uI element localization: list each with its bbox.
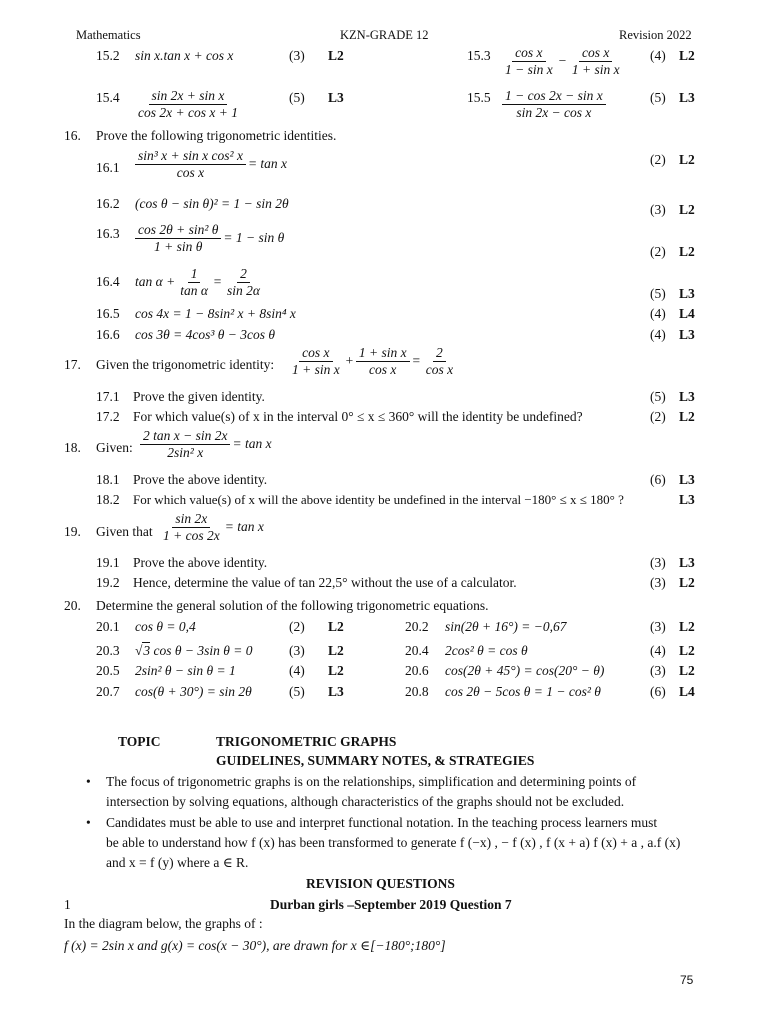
denominator: 1 − sin x (505, 61, 553, 77)
q20-4-marks: (4) (650, 643, 666, 658)
q20-1-level: L2 (328, 619, 344, 634)
q19-2-number: 19.2 (96, 575, 120, 590)
rhs: = tan x (247, 156, 288, 172)
denominator: 1 + sin x (571, 61, 620, 77)
q20-7-number: 20.7 (96, 684, 120, 699)
q20-6-level: L2 (679, 663, 695, 678)
sqrt-radicand: 3 (143, 643, 151, 658)
topic-label: TOPIC (118, 734, 161, 749)
q17-number: 17. (64, 357, 81, 372)
q17-2-marks: (2) (650, 409, 666, 424)
q18-label: Given: (96, 440, 133, 455)
q20-3-expression (135, 643, 253, 659)
q15-4-number: 15.4 (96, 90, 120, 105)
q16-6-level: L3 (679, 327, 695, 342)
numerator: sin 2x + sin x (149, 88, 228, 105)
operator: − (557, 53, 567, 69)
q16-5-level: L4 (679, 306, 695, 321)
q17-intro: Given the trigonometric identity: (96, 357, 275, 372)
q15-3-level: L2 (679, 48, 695, 63)
q15-4-fraction (135, 88, 241, 120)
lhs: tan α + (135, 274, 176, 290)
header-grade: KZN-GRADE 12 (340, 28, 429, 42)
sqrt-sign: √ (135, 643, 143, 658)
q16-4-fraction-1 (177, 266, 211, 298)
q15-3-marks: (4) (650, 48, 666, 63)
q17-fraction-2 (356, 345, 410, 377)
q18-expression (138, 428, 272, 460)
q15-4-expression (133, 88, 243, 120)
q16-4-number: 16.4 (96, 274, 120, 289)
q17-1-number: 17.1 (96, 389, 120, 404)
q17-2-number: 17.2 (96, 409, 120, 424)
q15-4-level: L3 (328, 90, 344, 105)
q18-number: 18. (64, 440, 81, 455)
revision-source: Durban girls –September 2019 Question 7 (270, 897, 512, 912)
numerator: 2 tan x − sin 2x (140, 428, 230, 445)
numerator: 1 + sin x (356, 345, 410, 362)
q20-5-marks: (4) (289, 663, 305, 678)
numerator: cos x (579, 45, 612, 62)
q20-7-expression: cos(θ + 30°) = sin 2θ (135, 684, 252, 699)
numerator: sin³ x + sin x cos² x (135, 148, 246, 165)
q16-1-expression (133, 148, 287, 180)
q16-4-marks: (5) (650, 286, 666, 301)
q15-2-level: L2 (328, 48, 344, 63)
page-number: 75 (680, 973, 694, 987)
header-subject: Mathematics (76, 28, 141, 42)
q16-4-level: L3 (679, 286, 695, 301)
q20-8-level: L4 (679, 684, 695, 699)
q16-3-level: L2 (679, 244, 695, 259)
q18-1-number: 18.1 (96, 472, 120, 487)
denominator: cos x (176, 164, 205, 180)
rhs: = tan x (232, 436, 272, 452)
denominator: 1 + cos 2x (163, 527, 220, 543)
q20-6-number: 20.6 (405, 663, 429, 678)
q20-7-level: L3 (328, 684, 344, 699)
q20-1-marks: (2) (289, 619, 305, 634)
bullet-1-line-1: The focus of trigonometric graphs is on the relationships, simplification and determining points of (106, 774, 637, 789)
numerator: cos x (512, 45, 545, 62)
q19-1-level: L3 (679, 555, 695, 570)
q16-3-expression (133, 222, 284, 254)
q20-8-marks: (6) (650, 684, 666, 699)
topic-subtitle: GUIDELINES, SUMMARY NOTES, & STRATEGIES (216, 753, 535, 768)
revision-line-1: In the diagram below, the graphs of : (64, 916, 263, 931)
denominator: 1 + sin θ (154, 238, 203, 254)
q16-1-fraction (135, 148, 246, 180)
q16-1-number: 16.1 (96, 160, 120, 175)
q16-1-level: L2 (679, 152, 695, 167)
q16-4-expression (135, 266, 265, 298)
q18-fraction (140, 428, 230, 460)
revision-question-number: 1 (64, 897, 71, 912)
q20-5-level: L2 (328, 663, 344, 678)
q16-2-marks: (3) (650, 202, 666, 217)
q20-4-level: L2 (679, 643, 695, 658)
q16-2-expression: (cos θ − sin θ)² = 1 − sin 2θ (135, 196, 289, 211)
expression-rest: cos θ − 3sin θ = 0 (153, 643, 253, 658)
denominator: sin 2α (227, 282, 261, 298)
q16-6-marks: (4) (650, 327, 666, 342)
equals: = (212, 274, 223, 290)
q19-number: 19. (64, 524, 81, 539)
q20-3-number: 20.3 (96, 643, 120, 658)
bullet-1-line-2: intersection by solving equations, although characteristics of the graphs should not be excluded. (106, 794, 625, 809)
denominator: 1 + sin x (292, 361, 340, 377)
q19-label: Given that (96, 524, 153, 539)
q20-4-number: 20.4 (405, 643, 429, 658)
q16-2-level: L2 (679, 202, 695, 217)
q19-expression (158, 511, 264, 543)
denominator: 2sin² x (167, 444, 204, 460)
q15-2-expression: sin x.tan x + cos x (135, 48, 234, 63)
rhs: = tan x (224, 519, 264, 535)
q15-5-number: 15.5 (467, 90, 491, 105)
q17-1-level: L3 (679, 389, 695, 404)
q20-3-marks: (3) (289, 643, 305, 658)
numerator: 2 (237, 266, 250, 283)
q20-3-level: L2 (328, 643, 344, 658)
q16-3-number: 16.3 (96, 226, 120, 241)
q15-5-expression (500, 88, 608, 120)
q20-instruction: Determine the general solution of the following trigonometric equations. (96, 598, 489, 613)
q15-4-marks: (5) (289, 90, 305, 105)
revision-title: REVISION QUESTIONS (306, 876, 455, 891)
q18-1-text: Prove the above identity. (133, 472, 268, 487)
denominator: cos x (369, 361, 397, 377)
denominator: tan α (180, 282, 208, 298)
q17-1-marks: (5) (650, 389, 666, 404)
q20-7-marks: (5) (289, 684, 305, 699)
equals: = (411, 353, 421, 369)
bullet-icon: • (86, 815, 91, 830)
q16-5-expression: cos 4x = 1 − 8sin² x + 8sin⁴ x (135, 306, 296, 321)
q16-number: 16. (64, 128, 81, 143)
q16-5-marks: (4) (650, 306, 666, 321)
q15-3-expression (500, 45, 625, 77)
denominator: sin 2x − cos x (516, 104, 592, 120)
q20-8-expression: cos 2θ − 5cos θ = 1 − cos² θ (445, 684, 601, 699)
topic-title: TRIGONOMETRIC GRAPHS (216, 734, 397, 749)
bullet-2-line-1: Candidates must be able to use and interpret functional notation. In the teaching process learners must (106, 815, 658, 830)
q20-1-number: 20.1 (96, 619, 120, 634)
q20-1-expression: cos θ = 0,4 (135, 619, 196, 634)
q16-5-number: 16.5 (96, 306, 120, 321)
numerator: cos 2θ + sin² θ (135, 222, 221, 239)
q16-3-fraction (135, 222, 221, 254)
q18-2-text: For which value(s) of x will the above identity be undefined in the interval −180° ≤ x ≤ 180° ? (133, 492, 624, 507)
q20-2-marks: (3) (650, 619, 666, 634)
q19-2-level: L2 (679, 575, 695, 590)
q18-1-level: L3 (679, 472, 695, 487)
q17-1-text: Prove the given identity. (133, 389, 265, 404)
q20-number: 20. (64, 598, 81, 613)
bullet-2-line-2: be able to understand how f (x) has been transformed to generate f (−x) , − f (x) , f (x + a) f (x) + a , a.f (x) (106, 835, 681, 850)
bullet-icon: • (86, 774, 91, 789)
operator: + (344, 353, 354, 369)
q16-4-fraction-2 (224, 266, 263, 298)
q20-2-expression: sin(2θ + 16°) = −0,67 (445, 619, 567, 634)
q20-6-expression: cos(2θ + 45°) = cos(20° − θ) (445, 663, 605, 678)
q19-2-marks: (3) (650, 575, 666, 590)
numerator: 1 − cos 2x − sin x (502, 88, 606, 105)
numerator: 1 (188, 266, 201, 283)
q15-5-fraction (502, 88, 606, 120)
q16-1-marks: (2) (650, 152, 666, 167)
denominator: cos x (425, 361, 454, 377)
q20-5-expression: 2sin² θ − sin θ = 1 (135, 663, 236, 678)
q20-2-number: 20.2 (405, 619, 429, 634)
q18-1-marks: (6) (650, 472, 666, 487)
q17-identity (287, 345, 458, 377)
q15-3-fraction-2 (569, 45, 623, 77)
q20-8-number: 20.8 (405, 684, 429, 699)
numerator: 2 (433, 345, 446, 362)
q15-2-number: 15.2 (96, 48, 120, 63)
q16-6-number: 16.6 (96, 327, 120, 342)
q15-5-level: L3 (679, 90, 695, 105)
numerator: cos x (299, 345, 332, 362)
q18-2-level: L3 (679, 492, 695, 507)
q20-6-marks: (3) (650, 663, 666, 678)
rhs: = 1 − sin θ (223, 230, 285, 246)
q15-2-marks: (3) (289, 48, 305, 63)
q19-fraction (160, 511, 223, 543)
q20-5-number: 20.5 (96, 663, 120, 678)
q17-fraction-3 (423, 345, 456, 377)
header-revision: Revision 2022 (619, 28, 692, 42)
q16-6-expression: cos 3θ = 4cos³ θ − 3cos θ (135, 327, 276, 342)
q15-3-number: 15.3 (467, 48, 491, 63)
q19-1-marks: (3) (650, 555, 666, 570)
q18-2-number: 18.2 (96, 492, 120, 507)
q15-5-marks: (5) (650, 90, 666, 105)
denominator: cos 2x + cos x + 1 (138, 104, 238, 120)
bullet-2-line-3: and x = f (y) where a ∈ R. (106, 855, 249, 870)
q16-2-number: 16.2 (96, 196, 120, 211)
q17-2-level: L2 (679, 409, 695, 424)
q16-instruction: Prove the following trigonometric identities. (96, 128, 337, 143)
q19-1-number: 19.1 (96, 555, 120, 570)
q19-1-text: Prove the above identity. (133, 555, 268, 570)
revision-line-2: f (x) = 2sin x and g(x) = cos(x − 30°), are drawn for x ∈[−180°;180°] (64, 938, 446, 953)
q19-2-text: Hence, determine the value of tan 22,5° without the use of a calculator. (133, 575, 517, 590)
q20-2-level: L2 (679, 619, 695, 634)
q15-3-fraction-1 (502, 45, 556, 77)
numerator: sin 2x (172, 511, 210, 528)
q17-fraction-1 (289, 345, 343, 377)
q17-2-text: For which value(s) of x in the interval 0° ≤ x ≤ 360° will the identity be undefined? (133, 409, 583, 424)
q20-4-expression: 2cos² θ = cos θ (445, 643, 528, 658)
q16-3-marks: (2) (650, 244, 666, 259)
